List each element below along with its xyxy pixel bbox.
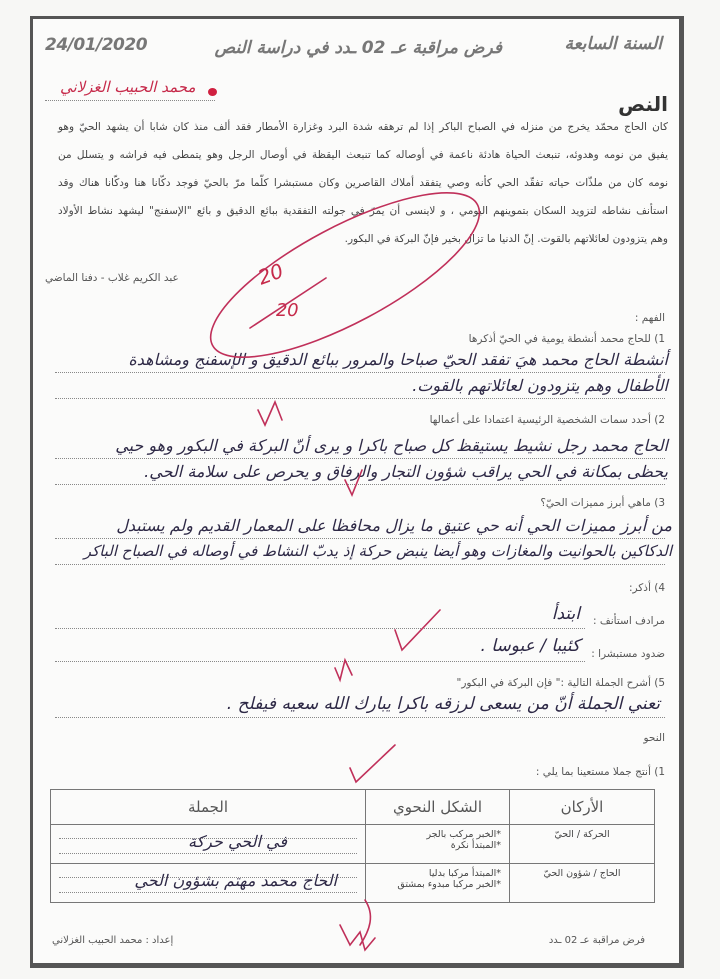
text-line: وهم يتزودون لعائلاتهم بالقوت. إنّ الدنيا ما تزال بخير فإنّ البركة في البكور. (344, 233, 668, 245)
question-3: 3) ماهي أبرز مميزات الحيّ؟ (540, 497, 665, 509)
antonym-label: ضدود مستبشرا : (591, 648, 665, 660)
grammar-title: النحو (643, 732, 665, 744)
answer-1-line-2: الأطفال وهم يتزودون لعائلاتهم بالقوت. (412, 376, 668, 395)
answer-1-line-1: أنشطة الحاج محمد هيَ تفقد الحيّ صباحا والمرور ببائع الدقيق و الإسفنج ومشاهدة (128, 350, 668, 369)
grade-slash (250, 278, 326, 328)
sentence-answer: الحاج محمد مهتم بشؤون الحي (134, 871, 337, 890)
row-elements: الحاج / شؤون الحيّ (510, 864, 655, 903)
answer-3-line-1: من أبرز مميزات الحي أنه حي عتيق ما يزال محافظا على المعمار القديم ولم يستبدل (116, 516, 672, 535)
form-item: *الخبر مركب بالجر (426, 829, 501, 840)
text-line: يفيق من نومه وهدوئه، تنبعث الحياة هادئة ناعمة في أوصاله كما تنبعث اليقظة في أوصال الرجل وهو يتمطى فيه فراشه و يتسلل من (58, 149, 668, 161)
check-mark (340, 925, 375, 950)
text-line: استأنف نشاطه لتزويد السكان بتموينهم اليومي ، و لاينسى أن يمرّ في جولته التفقدية ببائع الدقيق و بائع "الإسفنج" ليشهد نشاط الأولاد (58, 205, 668, 217)
exam-title: فرض مراقبة عـ 02 ـدد في دراسة النص (214, 38, 502, 58)
check-mark (345, 470, 362, 495)
text-source: عبد الكريم غلاب - دفنا الماضي (45, 272, 179, 284)
check-mark (395, 610, 440, 650)
answer-2-line-1: الحاج محمد رجل نشيط يستيقظ كل صباح باكرا و يرى أنّ البركة في البكور وهو حيي (115, 436, 668, 455)
level-label: السنة السابعة (564, 34, 662, 54)
row-elements: الحركة / الحيّ (510, 825, 655, 864)
form-item: *المبتدأ نكرة (450, 840, 501, 851)
student-name: محمد الحبيب الغزلاني (60, 78, 196, 96)
grade-oval (190, 162, 500, 388)
check-mark (350, 745, 395, 782)
grammar-question-1: 1) أنتج جملا مستعينا بما يلي : (535, 766, 665, 778)
header-sentence: الجملة (51, 790, 366, 825)
synonym-answer: ابتدأ (551, 604, 580, 624)
footer-exam: فرض مراقبة عـ 02 ـدد (548, 935, 645, 946)
check-mark (258, 402, 282, 425)
grade-total: 20 (276, 300, 299, 321)
text-line: نومه كان من ملذّات حياته تفقّد الحي كأنه وصي يتفقد أملاك القاصرين وكان مستبشرا كلّما مرّ بالحيّ فوجد دكّانا هنا ودكّانا هناك وقد (58, 177, 668, 189)
answer-3-line-2: الدكاكين بالحوانيت والمغازات وهو أيضا ينبض حركة إذ يدبّ النشاط في أوصاله في الصباح الباكر (83, 542, 672, 560)
question-5: 5) أشرح الجملة التالية :" فإن البركة في البكور" (456, 677, 665, 689)
exam-date: 24/01/2020 (45, 35, 148, 55)
grade-score: 20 (254, 258, 287, 290)
sentence-answer: في الحي حركة (187, 832, 287, 851)
answer-2-line-2: يحظى بمكانة في الحي يراقب شؤون التجار والرفاق و يحرص على سلامة الحي. (144, 462, 668, 481)
form-item: *الخبر مركبا مبدوء بمشتق (397, 879, 501, 890)
answer-5: تعني الجملة أنّ من يسعى لرزقه باكرا يبارك الله سعيه فيفلح . (226, 694, 660, 714)
comprehension-title: الفهم : (634, 312, 665, 324)
footer-author: إعداد : محمد الحبيب الغزلاني (52, 935, 174, 946)
antonym-answer: كئيبا / عبوسا . (480, 636, 580, 656)
header-form: الشكل النحوي (366, 790, 510, 825)
question-1: 1) للحاج محمد أنشطة يومية في الحيّ أذكرها (468, 333, 665, 345)
synonym-label: مرادف استأنف : (593, 615, 665, 627)
text-line: كان الحاج محمّد يخرج من منزله في الصباح الباكر إذا لم ترهقه شدة البرد وغزارة الأمطار فقد ألف منذ كان شابا أن يشهد الحيّ وهو (58, 121, 668, 133)
text-section-title: النص (618, 92, 668, 116)
check-mark (335, 660, 352, 680)
question-4: 4) أذكر: (628, 582, 665, 594)
form-item: *المبتدأ مركبا بدليا (428, 868, 501, 879)
header-elements: الأركان (510, 790, 655, 825)
question-2: 2) أحدد سمات الشخصية الرئيسية اعتمادا على أعمالها (429, 414, 665, 426)
